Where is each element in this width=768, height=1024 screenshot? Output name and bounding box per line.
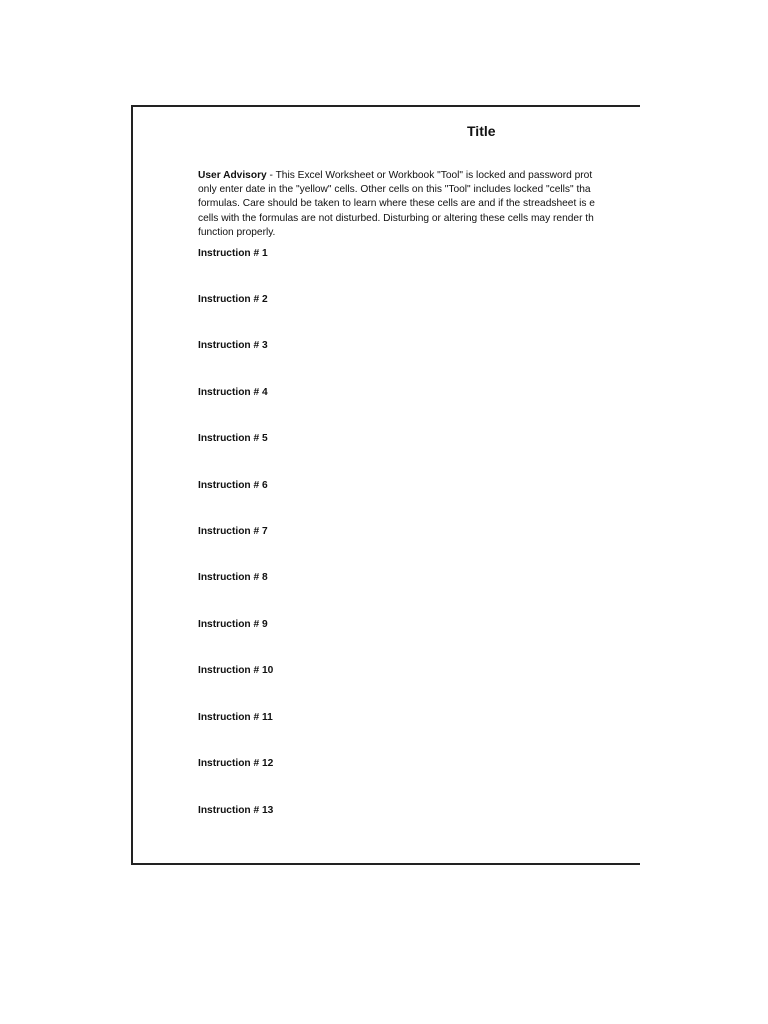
instruction-3: Instruction # 3 [198, 340, 268, 351]
advisory-line-1 [198, 169, 640, 183]
instruction-11: Instruction # 11 [198, 712, 273, 723]
instruction-9: Instruction # 9 [198, 619, 268, 630]
document-title: Title [467, 123, 496, 139]
instruction-13: Instruction # 13 [198, 805, 274, 816]
instruction-5: Instruction # 5 [198, 433, 268, 444]
advisory-line-2: only enter date in the "yellow" cells. Other cells on this "Tool" includes locked "cells" tha [198, 184, 591, 196]
instruction-8: Instruction # 8 [198, 572, 268, 583]
advisory-line-3: formulas. Care should be taken to learn where these cells are and if the streadsheet is e [198, 198, 595, 210]
instruction-4: Instruction # 4 [198, 387, 268, 398]
advisory-text-1: - This Excel Worksheet or Workbook "Tool" is locked and password prot [266, 170, 593, 181]
instruction-1: Instruction # 1 [198, 248, 268, 259]
instruction-10: Instruction # 10 [198, 665, 274, 676]
instruction-12: Instruction # 12 [198, 758, 274, 769]
instruction-6: Instruction # 6 [198, 480, 268, 491]
advisory-lead: User Advisory [198, 170, 267, 181]
instruction-2: Instruction # 2 [198, 294, 268, 305]
document-frame [131, 105, 640, 865]
advisory-line-5: function properly. [198, 226, 276, 238]
user-advisory [198, 169, 640, 240]
instruction-7: Instruction # 7 [198, 526, 268, 537]
advisory-line-4: cells with the formulas are not disturbed. Disturbing or altering these cells may render th [198, 212, 594, 224]
